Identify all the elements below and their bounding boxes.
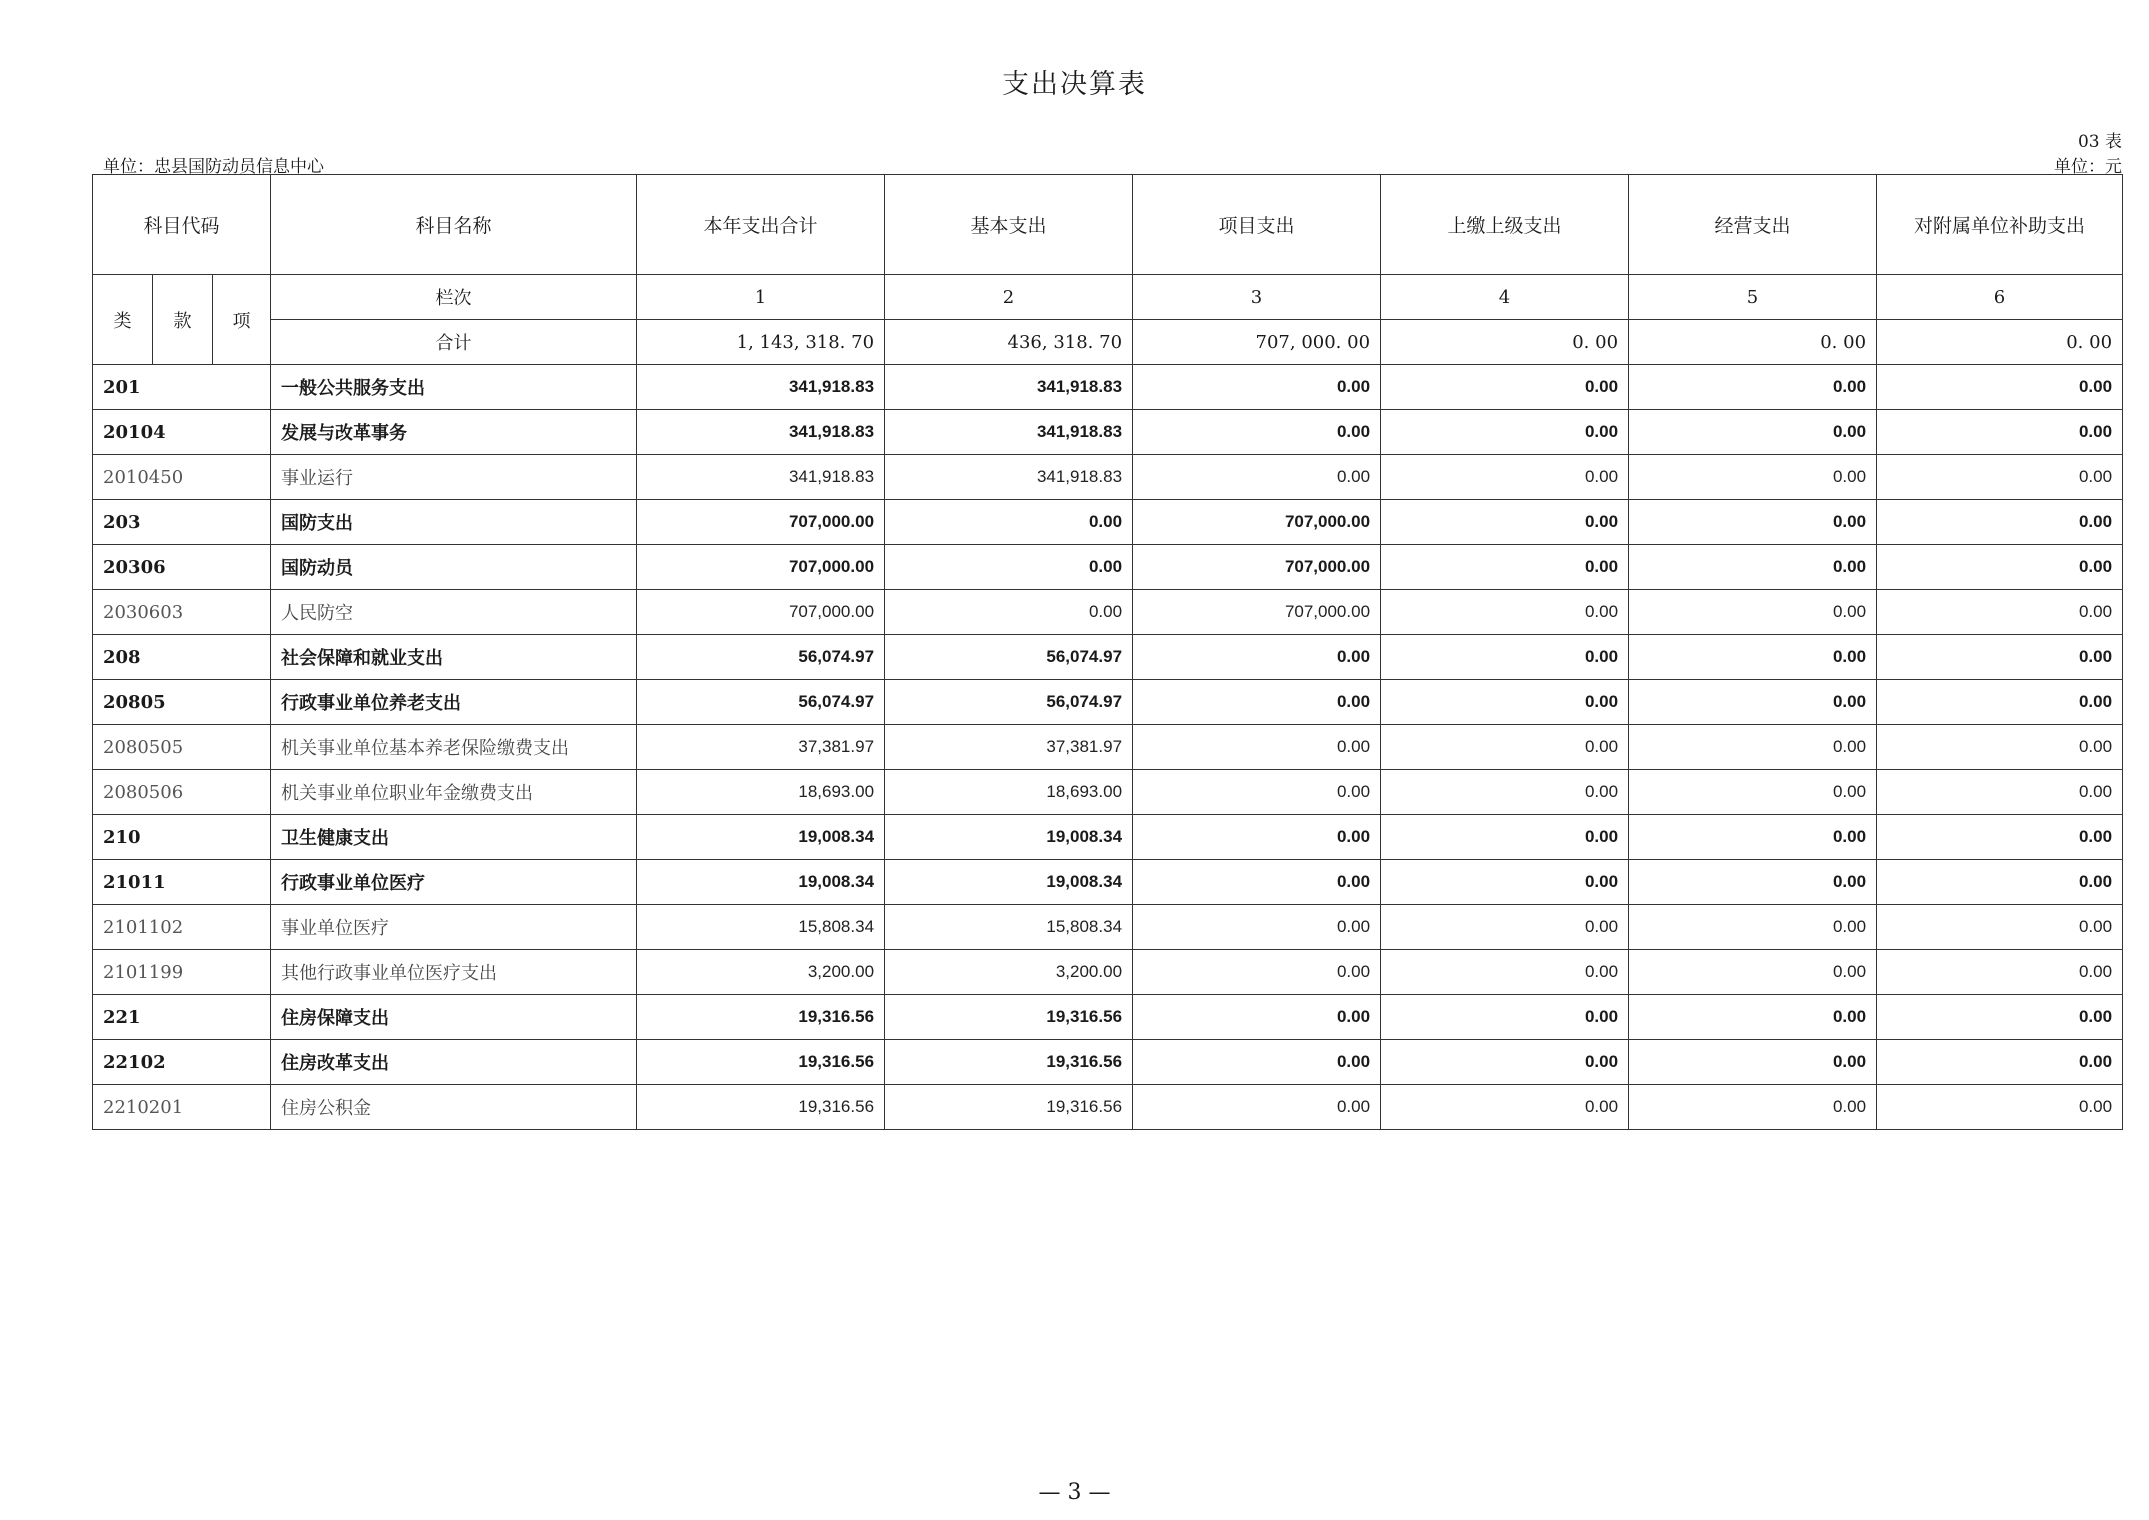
row-business: 0.00 [1629,635,1877,680]
table-number: 03 表 [2077,132,2122,152]
col-index-1: 1 [637,275,885,320]
row-business: 0.00 [1629,950,1877,995]
row-basic: 0.00 [885,500,1133,545]
row-name: 行政事业单位医疗 [271,860,637,905]
row-basic: 37,381.97 [885,725,1133,770]
row-name: 人民防空 [271,590,637,635]
row-basic: 18,693.00 [885,770,1133,815]
table-row [93,770,2123,815]
row-basic: 3,200.00 [885,950,1133,995]
row-total: 341,918.83 [637,455,885,500]
table-row [93,680,2123,725]
row-subsidy: 0.00 [1877,995,2123,1040]
row-name: 住房改革支出 [271,1040,637,1085]
row-name: 行政事业单位养老支出 [271,680,637,725]
row-name: 住房保障支出 [271,995,637,1040]
row-business: 0.00 [1629,500,1877,545]
row-basic: 0.00 [885,545,1133,590]
row-name: 国防动员 [271,545,637,590]
row-total: 19,008.34 [637,815,885,860]
row-total: 56,074.97 [637,680,885,725]
row-code: 2080505 [93,725,271,770]
row-upper: 0.00 [1381,950,1629,995]
row-code: 21011 [93,860,271,905]
row-total: 3,200.00 [637,950,885,995]
row-name: 国防支出 [271,500,637,545]
row-upper: 0.00 [1381,905,1629,950]
row-total: 19,316.56 [637,1040,885,1085]
header-xiang: 项 [213,275,271,365]
row-business: 0.00 [1629,815,1877,860]
row-name: 社会保障和就业支出 [271,635,637,680]
totals-business: 0. 00 [1629,320,1877,365]
row-upper: 0.00 [1381,680,1629,725]
row-upper: 0.00 [1381,770,1629,815]
header-name: 科目名称 [271,175,637,275]
row-business: 0.00 [1629,545,1877,590]
row-project: 0.00 [1133,410,1381,455]
row-code: 20306 [93,545,271,590]
row-project: 0.00 [1133,815,1381,860]
header-lanci: 栏次 [271,275,637,320]
row-business: 0.00 [1629,995,1877,1040]
totals-total: 1, 143, 318. 70 [637,320,885,365]
header-row [93,175,2123,275]
row-total: 19,316.56 [637,995,885,1040]
row-basic: 56,074.97 [885,635,1133,680]
row-code: 2010450 [93,455,271,500]
col-index-3: 3 [1133,275,1381,320]
row-upper: 0.00 [1381,995,1629,1040]
row-upper: 0.00 [1381,1040,1629,1085]
row-business: 0.00 [1629,590,1877,635]
row-name: 住房公积金 [271,1085,637,1130]
row-upper: 0.00 [1381,455,1629,500]
row-business: 0.00 [1629,725,1877,770]
row-code: 203 [93,500,271,545]
header-lei: 类 [93,275,153,365]
row-project: 0.00 [1133,1085,1381,1130]
row-name: 事业运行 [271,455,637,500]
table-row [93,410,2123,455]
row-subsidy: 0.00 [1877,770,2123,815]
row-upper: 0.00 [1381,815,1629,860]
row-name: 一般公共服务支出 [271,365,637,410]
row-basic: 341,918.83 [885,410,1133,455]
row-project: 0.00 [1133,1040,1381,1085]
row-upper: 0.00 [1381,860,1629,905]
row-project: 0.00 [1133,905,1381,950]
row-project: 707,000.00 [1133,590,1381,635]
table-row [93,725,2123,770]
row-subsidy: 0.00 [1877,635,2123,680]
header-total: 本年支出合计 [637,175,885,275]
row-subsidy: 0.00 [1877,365,2123,410]
row-basic: 341,918.83 [885,455,1133,500]
row-project: 0.00 [1133,680,1381,725]
row-subsidy: 0.00 [1877,590,2123,635]
row-subsidy: 0.00 [1877,680,2123,725]
row-basic: 19,008.34 [885,860,1133,905]
row-subsidy: 0.00 [1877,1085,2123,1130]
row-upper: 0.00 [1381,545,1629,590]
row-total: 37,381.97 [637,725,885,770]
row-upper: 0.00 [1381,410,1629,455]
col-index-5: 5 [1629,275,1877,320]
column-index-row [93,275,2123,320]
row-business: 0.00 [1629,680,1877,725]
row-code: 2101102 [93,905,271,950]
row-business: 0.00 [1629,1040,1877,1085]
totals-basic: 436, 318. 70 [885,320,1133,365]
row-subsidy: 0.00 [1877,860,2123,905]
row-basic: 19,316.56 [885,995,1133,1040]
table-row [93,1040,2123,1085]
col-index-4: 4 [1381,275,1629,320]
row-upper: 0.00 [1381,725,1629,770]
row-total: 707,000.00 [637,545,885,590]
row-code: 20805 [93,680,271,725]
header-upper: 上缴上级支出 [1381,175,1629,275]
row-subsidy: 0.00 [1877,815,2123,860]
row-name: 卫生健康支出 [271,815,637,860]
row-business: 0.00 [1629,770,1877,815]
row-basic: 19,008.34 [885,815,1133,860]
row-project: 707,000.00 [1133,545,1381,590]
header-subsidy: 对附属单位补助支出 [1877,175,2123,275]
row-project: 0.00 [1133,860,1381,905]
row-upper: 0.00 [1381,1085,1629,1130]
row-subsidy: 0.00 [1877,905,2123,950]
row-total: 18,693.00 [637,770,885,815]
header-business: 经营支出 [1629,175,1877,275]
totals-subsidy: 0. 00 [1877,320,2123,365]
row-project: 0.00 [1133,995,1381,1040]
row-code: 2210201 [93,1085,271,1130]
row-code: 22102 [93,1040,271,1085]
row-project: 0.00 [1133,725,1381,770]
col-index-2: 2 [885,275,1133,320]
row-code: 201 [93,365,271,410]
table-row [93,365,2123,410]
page-title: 支出决算表 [1002,69,1147,100]
table-row [93,815,2123,860]
table-row [93,1085,2123,1130]
row-code: 221 [93,995,271,1040]
row-subsidy: 0.00 [1877,950,2123,995]
row-business: 0.00 [1629,410,1877,455]
expenditure-table [92,174,2123,1130]
row-total: 707,000.00 [637,590,885,635]
row-subsidy: 0.00 [1877,455,2123,500]
totals-project: 707, 000. 00 [1133,320,1381,365]
row-project: 0.00 [1133,770,1381,815]
totals-row [93,320,2123,365]
col-index-6: 6 [1877,275,2123,320]
row-business: 0.00 [1629,905,1877,950]
row-name: 其他行政事业单位医疗支出 [271,950,637,995]
row-code: 20104 [93,410,271,455]
row-project: 0.00 [1133,365,1381,410]
row-project: 0.00 [1133,950,1381,995]
row-total: 15,808.34 [637,905,885,950]
row-business: 0.00 [1629,1085,1877,1130]
row-name: 机关事业单位基本养老保险缴费支出 [271,725,637,770]
row-code: 208 [93,635,271,680]
row-code: 2030603 [93,590,271,635]
row-subsidy: 0.00 [1877,1040,2123,1085]
row-basic: 15,808.34 [885,905,1133,950]
totals-upper: 0. 00 [1381,320,1629,365]
row-code: 2080506 [93,770,271,815]
row-project: 0.00 [1133,635,1381,680]
table-row [93,950,2123,995]
header-code: 科目代码 [93,175,271,275]
header-basic: 基本支出 [885,175,1133,275]
row-code: 210 [93,815,271,860]
table-row [93,500,2123,545]
table-row [93,905,2123,950]
row-upper: 0.00 [1381,635,1629,680]
row-project: 707,000.00 [1133,500,1381,545]
totals-label: 合计 [271,320,637,365]
table-row [93,590,2123,635]
row-upper: 0.00 [1381,590,1629,635]
row-basic: 19,316.56 [885,1085,1133,1130]
row-business: 0.00 [1629,860,1877,905]
row-upper: 0.00 [1381,365,1629,410]
header-project: 项目支出 [1133,175,1381,275]
row-business: 0.00 [1629,365,1877,410]
row-basic: 0.00 [885,590,1133,635]
row-basic: 341,918.83 [885,365,1133,410]
table-row [93,860,2123,905]
row-name: 发展与改革事务 [271,410,637,455]
row-subsidy: 0.00 [1877,500,2123,545]
row-basic: 19,316.56 [885,1040,1133,1085]
row-business: 0.00 [1629,455,1877,500]
row-code: 2101199 [93,950,271,995]
unit-currency: 单位：元 [2054,157,2122,177]
table-row [93,635,2123,680]
row-total: 341,918.83 [637,365,885,410]
row-total: 56,074.97 [637,635,885,680]
table-row [93,455,2123,500]
row-subsidy: 0.00 [1877,545,2123,590]
row-upper: 0.00 [1381,500,1629,545]
unit-organization: 单位：忠县国防动员信息中心 [103,157,324,177]
row-subsidy: 0.00 [1877,725,2123,770]
row-name: 机关事业单位职业年金缴费支出 [271,770,637,815]
row-subsidy: 0.00 [1877,410,2123,455]
row-basic: 56,074.97 [885,680,1133,725]
header-kuan: 款 [153,275,213,365]
row-total: 341,918.83 [637,410,885,455]
page-number: — 3 — [1038,1480,1111,1505]
table-row [93,995,2123,1040]
row-total: 19,008.34 [637,860,885,905]
table-row [93,545,2123,590]
row-name: 事业单位医疗 [271,905,637,950]
row-total: 19,316.56 [637,1085,885,1130]
row-project: 0.00 [1133,455,1381,500]
row-total: 707,000.00 [637,500,885,545]
